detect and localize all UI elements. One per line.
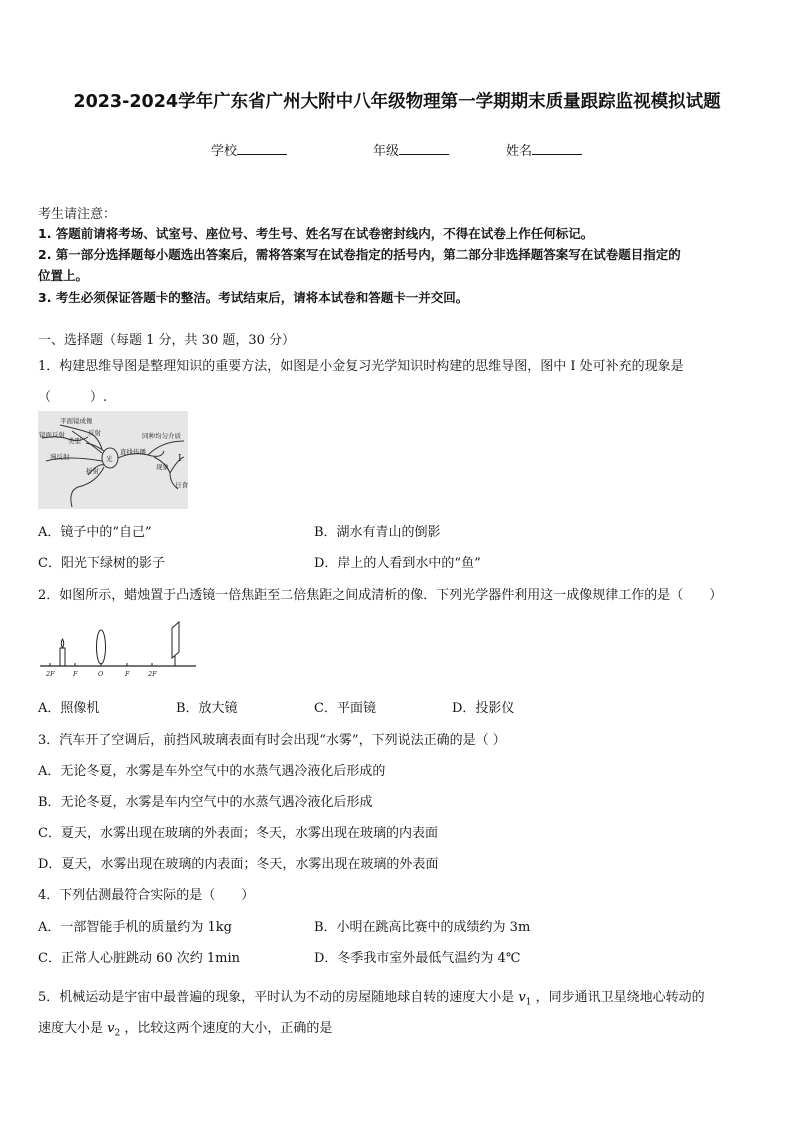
- q4-option-b[interactable]: B．小明在跳高比赛中的成绩约为 3m: [314, 920, 531, 935]
- q1-paren: （ ）.: [38, 390, 108, 405]
- q1-mindmap-figure: [38, 411, 188, 509]
- velocity-symbol: v: [107, 1021, 115, 1036]
- notice-item: 1. 答题前请将考场、试室号、座位号、考生号、姓名写在试卷密封线内，不得在试卷上作任何标记。: [38, 226, 594, 241]
- q1-option-a[interactable]: A．镜子中的“自己”: [38, 525, 152, 540]
- notice-item: 位置上。: [38, 268, 89, 283]
- mindmap-label: 日食: [175, 481, 188, 489]
- axis-label: F: [125, 670, 130, 678]
- q1-option-c[interactable]: C．阳光下绿树的影子: [38, 556, 165, 571]
- q5-line2: 速度大小是 $v_2$ ，比较这两个速度的大小，正确的是: [38, 1021, 333, 1039]
- axis-label: 2F: [148, 670, 157, 678]
- q2-option-c[interactable]: C．平面镜: [314, 701, 376, 716]
- q3-option-d[interactable]: D．夏天，水雾出现在玻璃的内表面；冬天，水雾出现在玻璃的外表面: [38, 857, 439, 872]
- mindmap-label: I: [178, 454, 182, 464]
- q4-option-c[interactable]: C．正常人心脏跳动 60 次约 1min: [38, 951, 241, 966]
- candle-flame: [61, 639, 64, 648]
- axis-label: O: [98, 670, 104, 678]
- q2-lens-figure: [38, 618, 198, 683]
- q1-stem: 1．构建思维导图是整理知识的重要方法，如图是小金复习光学知识时构建的思维导图，图中 I 处可补充的现象是: [38, 359, 684, 374]
- candle: [60, 648, 65, 666]
- mindmap-branch: [148, 441, 184, 455]
- notice-header: 考生请注意：: [38, 207, 117, 222]
- grade-blank[interactable]: [399, 142, 449, 155]
- mindmap-label: 折射: [86, 467, 99, 475]
- q5-line1: 5．机械运动是宇宙中最普遍的现象，平时认为不动的房屋随地球自转的速度大小是 $v_1$ ，同步通讯卫星绕地心转动的: [38, 990, 705, 1008]
- school-blank[interactable]: [237, 142, 287, 155]
- q3-stem: 3．汽车开了空调后，前挡风玻璃表面有时会出现“水雾”，下列说法正确的是（ ）: [38, 733, 506, 748]
- mindmap-label: 平面镜成像: [60, 417, 93, 425]
- mindmap-label: 漫反射: [50, 453, 70, 461]
- q1-option-d[interactable]: D．岸上的人看到水中的“鱼”: [314, 556, 481, 571]
- q4-option-d[interactable]: D．冬季我市室外最低气温约为 4℃: [314, 951, 521, 966]
- q2-option-b[interactable]: B．放大镜: [176, 701, 238, 716]
- notice-item: 2. 第一部分选择题每小题选出答案后，需将答案写在试卷指定的括号内，第二部分非选择题答案写在试卷题目指定的: [38, 247, 681, 262]
- q4-option-a[interactable]: A．一部智能手机的质量约为 1kg: [38, 920, 232, 935]
- page-title: 2023-2024学年广东省广州大附中八年级物理第一学期期末质量跟踪监视模拟试题: [73, 92, 721, 112]
- mindmap-label: 反射: [88, 429, 101, 437]
- school-field[interactable]: 学校: [211, 140, 287, 159]
- q2-option-a[interactable]: A．照像机: [38, 701, 100, 716]
- q3-option-b[interactable]: B．无论冬夏，水雾是车内空气中的水蒸气遇冷液化后形成: [38, 795, 373, 810]
- mindmap-label: 现象: [156, 463, 169, 471]
- q3-option-a[interactable]: A．无论冬夏，水雾是车外空气中的水蒸气遇冷液化后形成的: [38, 764, 386, 779]
- lens-svg: [38, 618, 198, 683]
- grade-field[interactable]: 年级: [373, 140, 449, 159]
- mindmap-svg: [38, 411, 188, 509]
- image-screen: [172, 622, 179, 658]
- axis-label: F: [73, 670, 78, 678]
- mindmap-branch: [170, 457, 184, 473]
- q2-stem: 2．如图所示，蜡烛置于凸透镜一倍焦距至二倍焦距之间成清析的像．下列光学器件利用这一成像规律工作的是（ ）: [38, 588, 723, 603]
- section-heading: 一、选择题（每题 1 分，共 30 题，30 分）: [38, 333, 296, 348]
- q4-stem: 4．下列估测最符合实际的是（ ）: [38, 888, 255, 903]
- name-blank[interactable]: [532, 142, 582, 155]
- convex-lens: [97, 630, 106, 664]
- mindmap-label: 直线传播: [120, 448, 146, 456]
- q1-option-b[interactable]: B．湖水有青山的倒影: [314, 525, 441, 540]
- notice-item: 3. 考生必须保证答题卡的整洁。考试结束后，请将本试卷和答题卡一并交回。: [38, 290, 469, 305]
- name-field[interactable]: 姓名: [506, 140, 582, 159]
- velocity-symbol: v: [518, 990, 526, 1005]
- mindmap-label: 镜面反射: [39, 431, 65, 439]
- q3-option-c[interactable]: C．夏天，水雾出现在玻璃的外表面；冬天，水雾出现在玻璃的内表面: [38, 826, 438, 841]
- mindmap-label: 同种均匀介质: [142, 432, 181, 440]
- axis-label: 2F: [46, 670, 55, 678]
- q2-option-d[interactable]: D．投影仪: [452, 701, 515, 716]
- mindmap-label: 光: [106, 455, 113, 463]
- mindmap-label: 类型: [68, 437, 81, 445]
